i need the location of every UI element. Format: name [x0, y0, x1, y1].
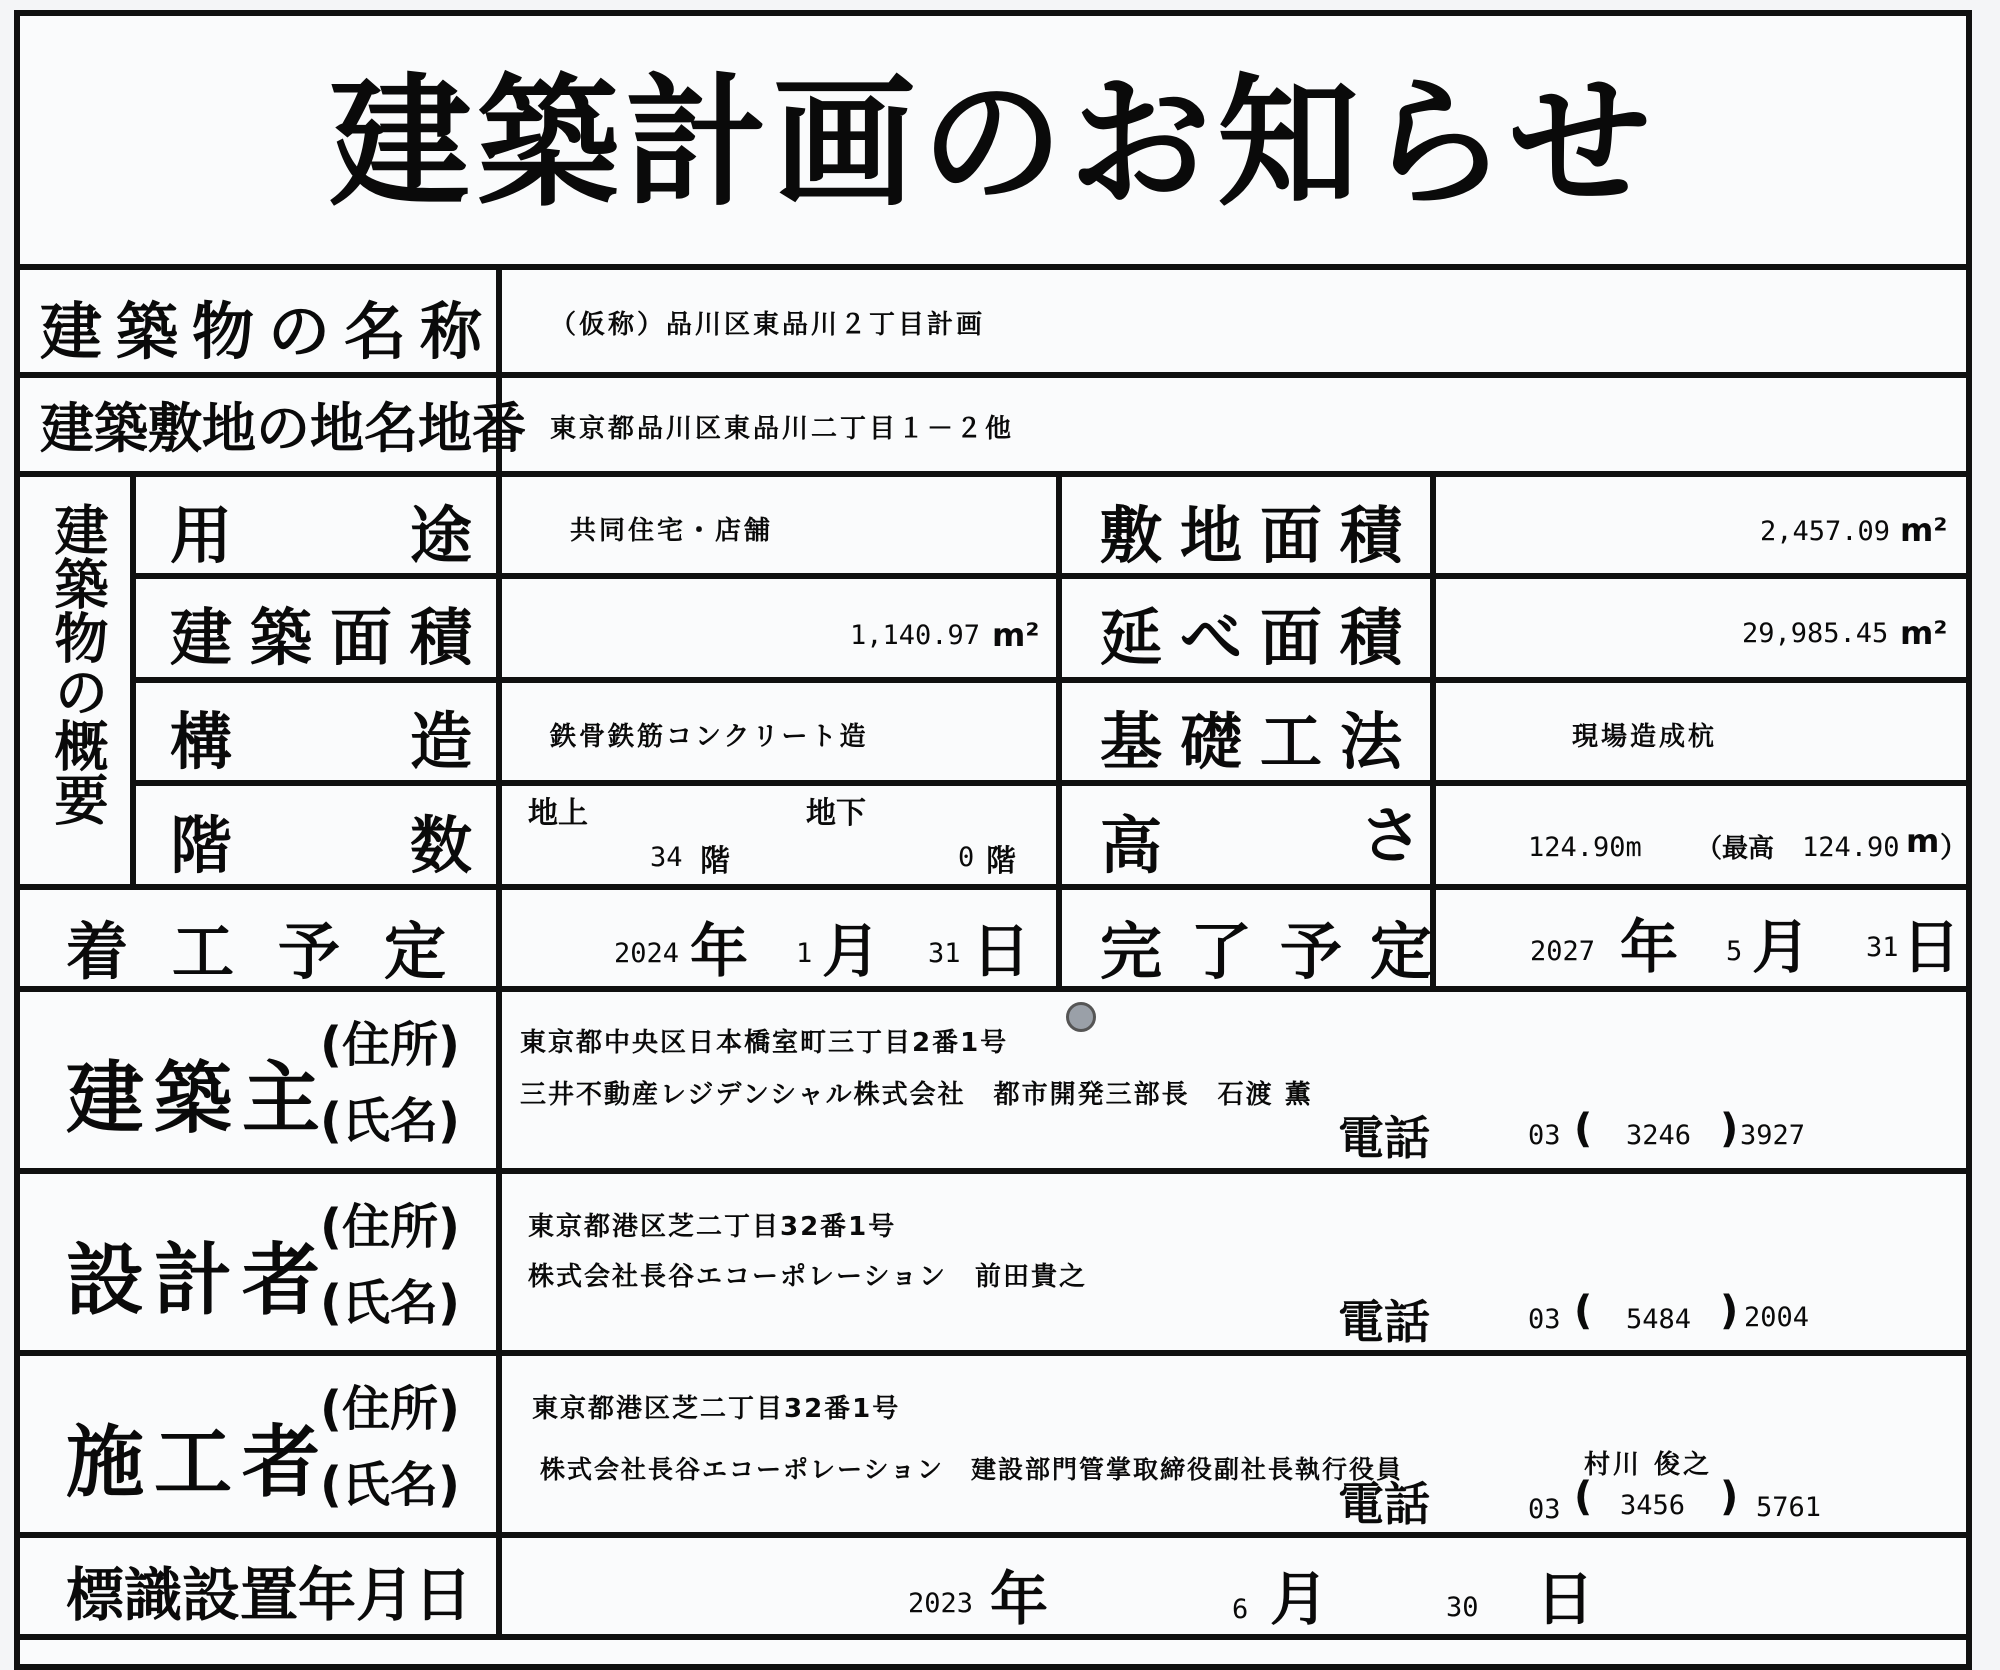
start-month-unit: 月 — [822, 917, 881, 985]
divider — [20, 471, 1966, 477]
owner-name: 三井不動産レジデンシャル株式会社 都市開発三部長 石渡 薫 — [520, 1080, 1313, 1110]
owner-tel-close: ) — [1720, 1106, 1739, 1152]
contractor-address: 東京都港区芝二丁目32番1号 — [532, 1394, 901, 1424]
designer-tel-label: 電話 — [1338, 1295, 1430, 1349]
floors-above-unit: 階 — [700, 844, 730, 879]
designer-tel-mid: 5484 — [1626, 1304, 1692, 1335]
owner-tel-open: ( — [1574, 1106, 1593, 1152]
building-name-label: 建築物の名称 — [40, 295, 497, 368]
building-area-unit: m² — [992, 616, 1040, 654]
contractor-tel-close: ) — [1720, 1474, 1739, 1520]
sign-day: 30 — [1446, 1592, 1479, 1623]
contractor-name: 株式会社長谷エコーポレーション 建設部門管掌取締役副社長執行役員 — [540, 1455, 1404, 1484]
start-year: 2024 — [614, 938, 680, 969]
contractor-name-sub: (氏名) — [320, 1457, 460, 1513]
contractor-tel-open: ( — [1574, 1474, 1593, 1520]
finish-label: 完了予定 — [1100, 915, 1461, 988]
foundation-label: 基礎工法 — [1100, 705, 1421, 778]
finish-month: 5 — [1726, 936, 1743, 967]
site-address-value: 東京都品川区東品川二丁目１－２他 — [550, 414, 1015, 444]
start-day-unit: 日 — [972, 917, 1031, 985]
divider — [130, 780, 1966, 786]
divider — [20, 264, 1966, 270]
floor-area-value: 29,985.45 — [1742, 618, 1889, 649]
building-name-value: （仮称）品川区東品川２丁目計画 — [550, 310, 986, 340]
divider — [20, 1168, 1966, 1174]
building-area-value: 1,140.97 — [850, 620, 981, 651]
finish-day: 31 — [1866, 932, 1899, 963]
floors-below-label: 地下 — [806, 796, 866, 831]
height-max-value: 124.90 — [1802, 832, 1900, 863]
designer-name-sub: (氏名) — [320, 1275, 460, 1331]
start-label: 着工予定 — [66, 915, 491, 988]
floors-label-a: 階 — [170, 809, 233, 882]
owner-tel-label: 電話 — [1338, 1111, 1430, 1165]
finish-month-unit: 月 — [1752, 913, 1811, 981]
divider — [20, 372, 1966, 378]
building-area-label: 建築面積 — [170, 601, 491, 674]
owner-tel-mid: 3246 — [1626, 1120, 1692, 1151]
owner-label: 建築主 — [66, 1054, 331, 1144]
site-area-value: 2,457.09 — [1760, 516, 1891, 547]
sign-year-unit: 年 — [990, 1565, 1049, 1633]
sign-day-unit: 日 — [1536, 1565, 1595, 1633]
structure-label-a: 構 — [170, 705, 233, 778]
finish-year: 2027 — [1530, 936, 1596, 967]
contractor-person: 村川 俊之 — [1584, 1450, 1713, 1480]
contractor-tel-area: 03 — [1528, 1494, 1561, 1525]
use-label-a: 用 — [170, 499, 233, 572]
floors-above-value: 34 — [650, 842, 683, 873]
contractor-tel-mid: 3456 — [1620, 1490, 1686, 1521]
divider — [20, 884, 1966, 890]
owner-address: 東京都中央区日本橋室町三丁目2番1号 — [520, 1028, 1009, 1058]
contractor-tel-last: 5761 — [1756, 1492, 1822, 1523]
owner-address-sub: (住所) — [320, 1017, 460, 1073]
height-value: 124.90m — [1528, 832, 1642, 863]
finish-year-unit: 年 — [1620, 913, 1679, 981]
overview-label: 建築物の概要 — [46, 502, 109, 826]
sign-date-label: 標識設置年月日 — [66, 1561, 473, 1629]
contractor-address-sub: (住所) — [320, 1381, 460, 1437]
site-area-unit: m² — [1900, 511, 1948, 549]
sign-month-unit: 月 — [1270, 1565, 1329, 1633]
designer-label: 設計者 — [66, 1236, 331, 1326]
owner-tel-last: 3927 — [1740, 1120, 1806, 1151]
divider — [1056, 471, 1062, 986]
board-title: 建築計画のお知らせ — [329, 61, 1657, 226]
structure-label-b: 造 — [410, 705, 473, 778]
designer-tel-close: ) — [1720, 1288, 1739, 1334]
divider — [130, 471, 136, 884]
height-max-close: ） — [1940, 831, 1969, 864]
sign-month: 6 — [1232, 1594, 1249, 1625]
start-month: 1 — [796, 938, 813, 969]
height-max-unit: m — [1906, 822, 1940, 860]
owner-name-sub: (氏名) — [320, 1093, 460, 1149]
floors-label-b: 数 — [410, 809, 473, 882]
height-label-a: 高 — [1100, 809, 1163, 882]
height-max-open: （最高 — [1696, 834, 1775, 864]
start-year-unit: 年 — [690, 917, 749, 985]
contractor-tel-label: 電話 — [1338, 1477, 1430, 1531]
designer-tel-last: 2004 — [1744, 1302, 1810, 1333]
designer-tel-area: 03 — [1528, 1304, 1561, 1335]
site-address-label: 建築敷地の地名地番 — [40, 397, 526, 460]
owner-tel-area: 03 — [1528, 1120, 1561, 1151]
designer-tel-open: ( — [1574, 1288, 1593, 1334]
site-area-label: 敷地面積 — [1100, 499, 1421, 572]
designer-name: 株式会社長谷エコーポレーション 前田貴之 — [528, 1262, 1087, 1292]
floors-below-unit: 階 — [986, 844, 1016, 879]
sign-year: 2023 — [908, 1588, 974, 1619]
structure-value: 鉄骨鉄筋コンクリート造 — [550, 722, 869, 752]
designer-address-sub: (住所) — [320, 1199, 460, 1255]
start-day: 31 — [928, 938, 961, 969]
designer-address: 東京都港区芝二丁目32番1号 — [528, 1212, 897, 1242]
divider — [20, 1532, 1966, 1538]
finish-day-unit: 日 — [1902, 913, 1961, 981]
contractor-label: 施工者 — [66, 1418, 331, 1508]
mounting-bolt — [1066, 1002, 1096, 1032]
notice-board — [14, 10, 1972, 1670]
floors-below-value: 0 — [958, 842, 975, 873]
use-label-b: 途 — [410, 499, 473, 572]
use-value: 共同住宅・店舗 — [570, 516, 774, 546]
divider — [496, 264, 502, 1634]
divider — [20, 1350, 1966, 1356]
height-label-b: さ — [1360, 799, 1423, 872]
floor-area-unit: m² — [1900, 614, 1948, 652]
foundation-value: 現場造成杭 — [1572, 722, 1718, 752]
divider — [130, 573, 1966, 579]
floor-area-label: 延べ面積 — [1100, 601, 1421, 674]
floors-above-label: 地上 — [528, 796, 588, 831]
divider — [130, 677, 1966, 683]
